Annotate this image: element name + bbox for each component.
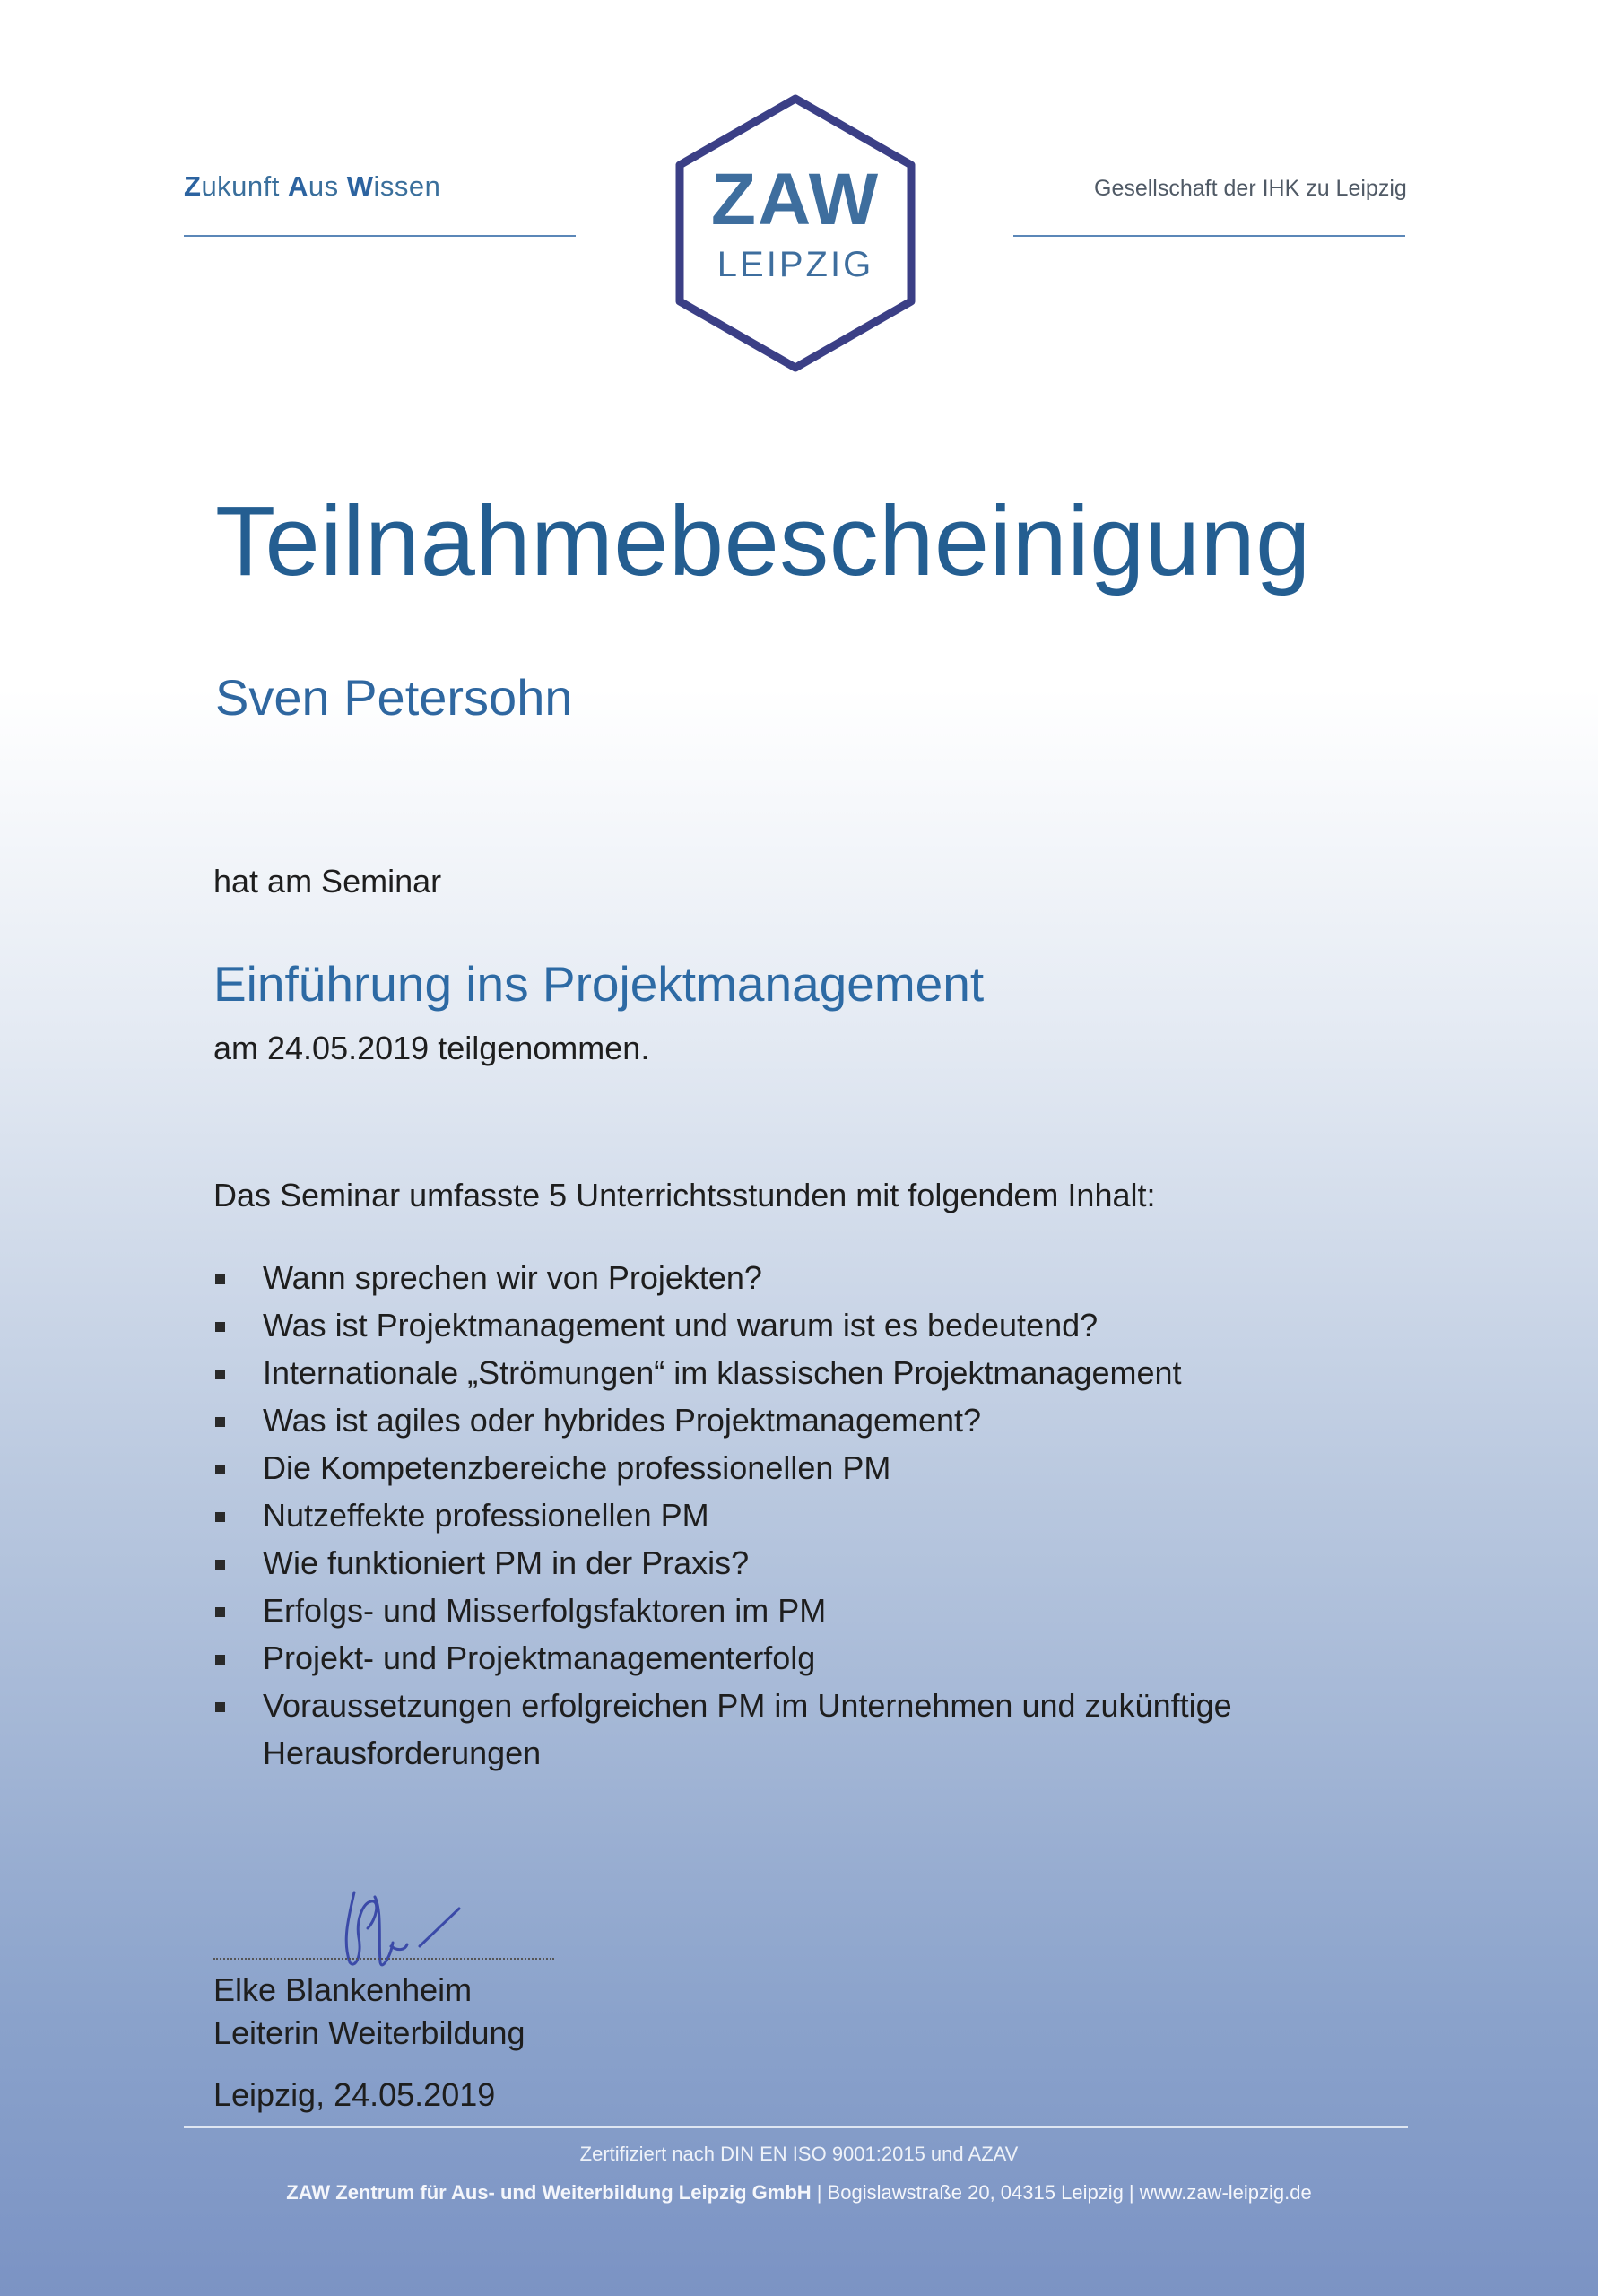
footer-company-info: [0, 2181, 1598, 2205]
list-item: Wann sprechen wir von Projekten?: [213, 1254, 1272, 1301]
signer-name: Elke Blankenheim: [213, 1971, 473, 2008]
topic-list: [213, 1254, 1272, 1777]
list-item: Was ist Projektmanagement und warum ist es bedeutend?: [213, 1301, 1272, 1349]
footer-rule: [184, 2126, 1408, 2128]
list-item: Internationale „Strömungen“ im klassischen Projektmanagement: [213, 1349, 1272, 1396]
certification-note: Zertifiziert nach DIN EN ISO 9001:2015 und AZAV: [579, 2143, 1019, 2165]
slogan-initial-a: A: [288, 170, 308, 202]
place-and-date: Leipzig, 24.05.2019: [213, 2076, 496, 2113]
slogan-part-2: us: [308, 170, 347, 202]
intro-text: hat am Seminar: [213, 863, 442, 900]
seminar-title: Einführung ins Projektmanagement: [213, 956, 985, 1012]
content-intro: Das Seminar umfasste 5 Unterrichtsstunden mit folgendem Inhalt:: [213, 1177, 1156, 1213]
list-item: Voraussetzungen erfolgreichen PM im Unternehmen und zukünftige Herausforderungen: [213, 1682, 1272, 1777]
list-item: Die Kompetenzbereiche professionellen PM: [213, 1444, 1272, 1492]
participant-name: Sven Petersohn: [215, 669, 573, 726]
signer-role: Leiterin Weiterbildung: [213, 2014, 525, 2051]
slogan-part-1: ukunft: [201, 170, 288, 202]
logo-text-zaw: ZAW: [710, 159, 881, 240]
slogan-part-3: issen: [373, 170, 441, 202]
header-rule-left: [184, 235, 576, 237]
list-item: Erfolgs- und Misserfolgsfaktoren im PM: [213, 1587, 1272, 1634]
signature-line: [213, 1958, 554, 1960]
header-rule-right: [1013, 235, 1405, 237]
list-item: Projekt- und Projektmanagementerfolg: [213, 1634, 1272, 1682]
company-name: ZAW Zentrum für Aus- und Weiterbildung Leipzig GmbH: [286, 2181, 812, 2204]
slogan-initial-z: Z: [184, 170, 202, 202]
slogan: [184, 170, 440, 203]
slogan-initial-w: W: [346, 170, 374, 202]
participation-date: am 24.05.2019 teilgenommen.: [213, 1030, 650, 1066]
zaw-logo: [669, 90, 922, 377]
ihk-subsidiary-note: Gesellschaft der IHK zu Leipzig: [1094, 176, 1407, 201]
list-item: Wie funktioniert PM in der Praxis?: [213, 1539, 1272, 1587]
logo-text-leipzig: LEIPZIG: [716, 245, 874, 284]
company-address: | Bogislawstraße 20, 04315 Leipzig | www.zaw-leipzig.de: [811, 2181, 1312, 2204]
certificate-title: Teilnahmebescheinigung: [215, 486, 1311, 596]
handwritten-signature: [305, 1857, 484, 1973]
signer-block: [213, 1969, 525, 2055]
list-item: Nutzeffekte professionellen PM: [213, 1492, 1272, 1539]
list-item: Was ist agiles oder hybrides Projektmanagement?: [213, 1396, 1272, 1444]
